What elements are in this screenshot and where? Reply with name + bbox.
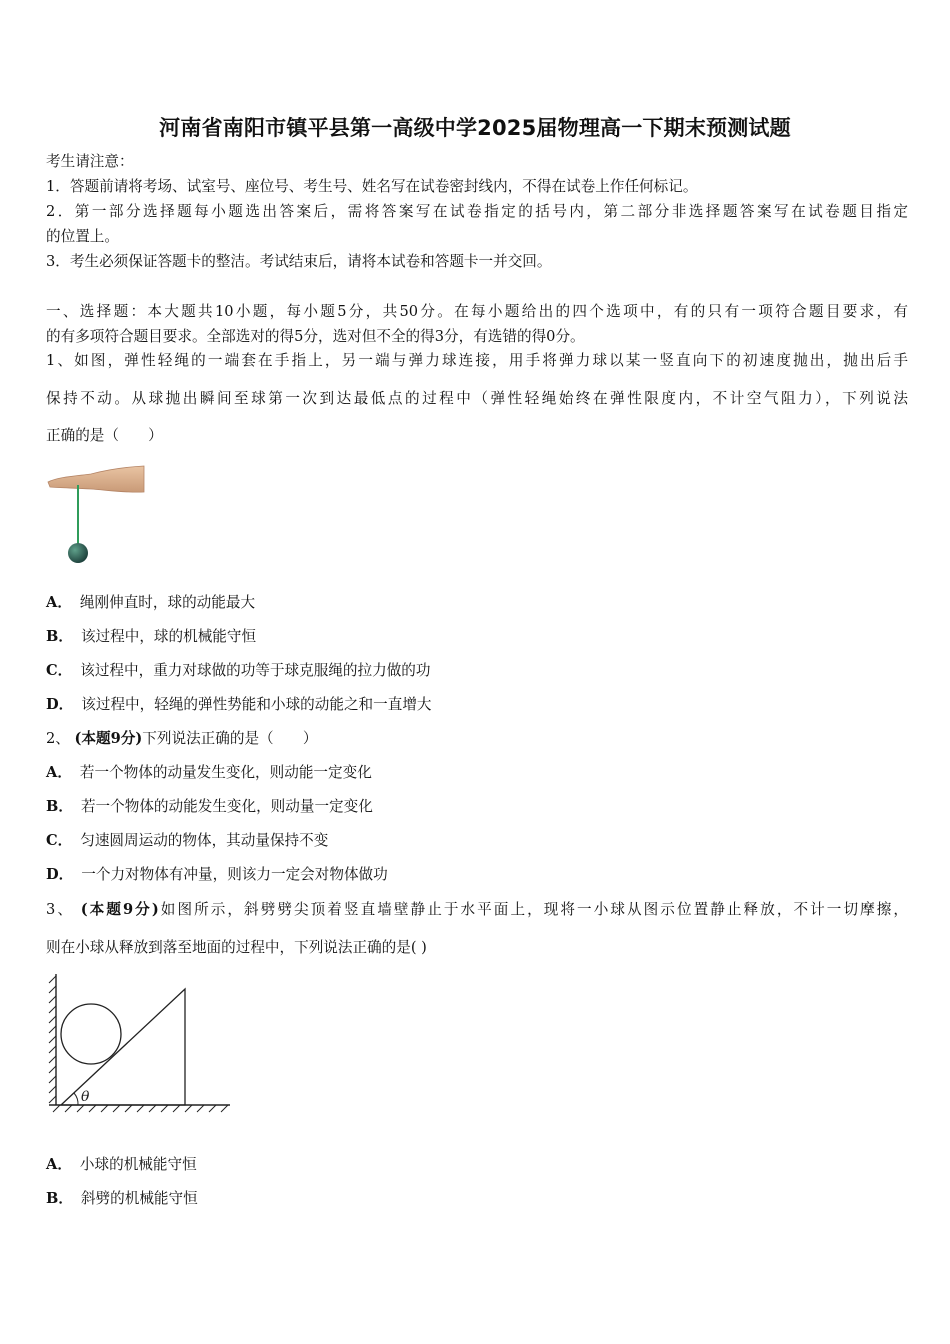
q1-option-d: D． 该过程中，轻绳的弹性势能和小球的动能之和一直增大	[46, 696, 432, 713]
q3-stem-line1: 3、 (本题9分)如图所示，斜劈劈尖顶着竖直墙壁静止于水平面上，现将一小球从图示位置静止释放，不计一切摩擦，	[46, 901, 908, 918]
notice-item-1: 1．答题前请将考场、试室号、座位号、考生号、姓名写在试卷密封线内，不得在试卷上作任何标记。	[46, 178, 698, 195]
hand-shape	[48, 466, 144, 492]
q2-option-b: B． 若一个物体的动能发生变化，则动量一定变化	[46, 798, 373, 815]
bouncy-ball	[68, 543, 88, 563]
ground-hatching	[53, 1105, 228, 1112]
q3-option-b: B． 斜劈的机械能守恒	[46, 1190, 198, 1207]
q1-stem-line3: 正确的是（ ）	[46, 427, 163, 444]
section-intro-line1: 一、选择题：本大题共10小题，每小题5分，共50分。在每小题给出的四个选项中，有的只有一项符合题目要求，有	[46, 303, 908, 320]
angle-arc	[74, 1093, 78, 1105]
notice-heading: 考生请注意：	[46, 153, 134, 170]
section-intro-line2: 的有多项符合题目要求。全部选对的得5分，选对但不全的得3分，有选错的得0分。	[46, 328, 585, 345]
q3-wedge-ball-figure	[46, 970, 236, 1120]
q2-stem: 2、 (本题9分)下列说法正确的是（ ）	[46, 730, 318, 747]
q3-stem-line2: 则在小球从释放到落至地面的过程中，下列说法正确的是( )	[46, 939, 427, 956]
q1-stem-line2: 保持不动。从球抛出瞬间至球第一次到达最低点的过程中（弹性轻绳始终在弹性限度内，不计空气阻力），下列说法	[46, 390, 908, 407]
q1-stem-line1: 1、如图，弹性轻绳的一端套在手指上，另一端与弹力球连接，用手将弹力球以某一竖直向下的初速度抛出，抛出后手	[46, 352, 908, 369]
q2-option-c: C． 匀速圆周运动的物体，其动量保持不变	[46, 832, 329, 849]
q1-option-c: C． 该过程中，重力对球做的功等于球克服绳的拉力做的功	[46, 662, 431, 679]
q1-option-a: A． 绳刚伸直时，球的动能最大	[46, 594, 256, 611]
q2-option-d: D． 一个力对物体有冲量，则该力一定会对物体做功	[46, 866, 388, 883]
q2-option-a: A． 若一个物体的动量发生变化，则动能一定变化	[46, 764, 372, 781]
notice-item-2-cont: 的位置上。	[46, 228, 119, 245]
notice-item-2: 2．第一部分选择题每小题选出答案后，需将答案写在试卷指定的括号内，第二部分非选择题答案写在试卷题目指定	[46, 203, 908, 220]
q3-option-a: A． 小球的机械能守恒	[46, 1156, 197, 1173]
notice-item-3: 3．考生必须保证答题卡的整洁。考试结束后，请将本试卷和答题卡一并交回。	[46, 253, 552, 270]
wall-hatching	[49, 976, 56, 1103]
angle-theta-label: θ	[81, 1089, 90, 1105]
exam-title: 河南省南阳市镇平县第一高级中学2025届物理高一下期末预测试题	[159, 116, 791, 140]
q1-option-b: B． 该过程中，球的机械能守恒	[46, 628, 257, 645]
q1-hand-ball-figure	[46, 462, 146, 566]
ball	[61, 1004, 121, 1064]
